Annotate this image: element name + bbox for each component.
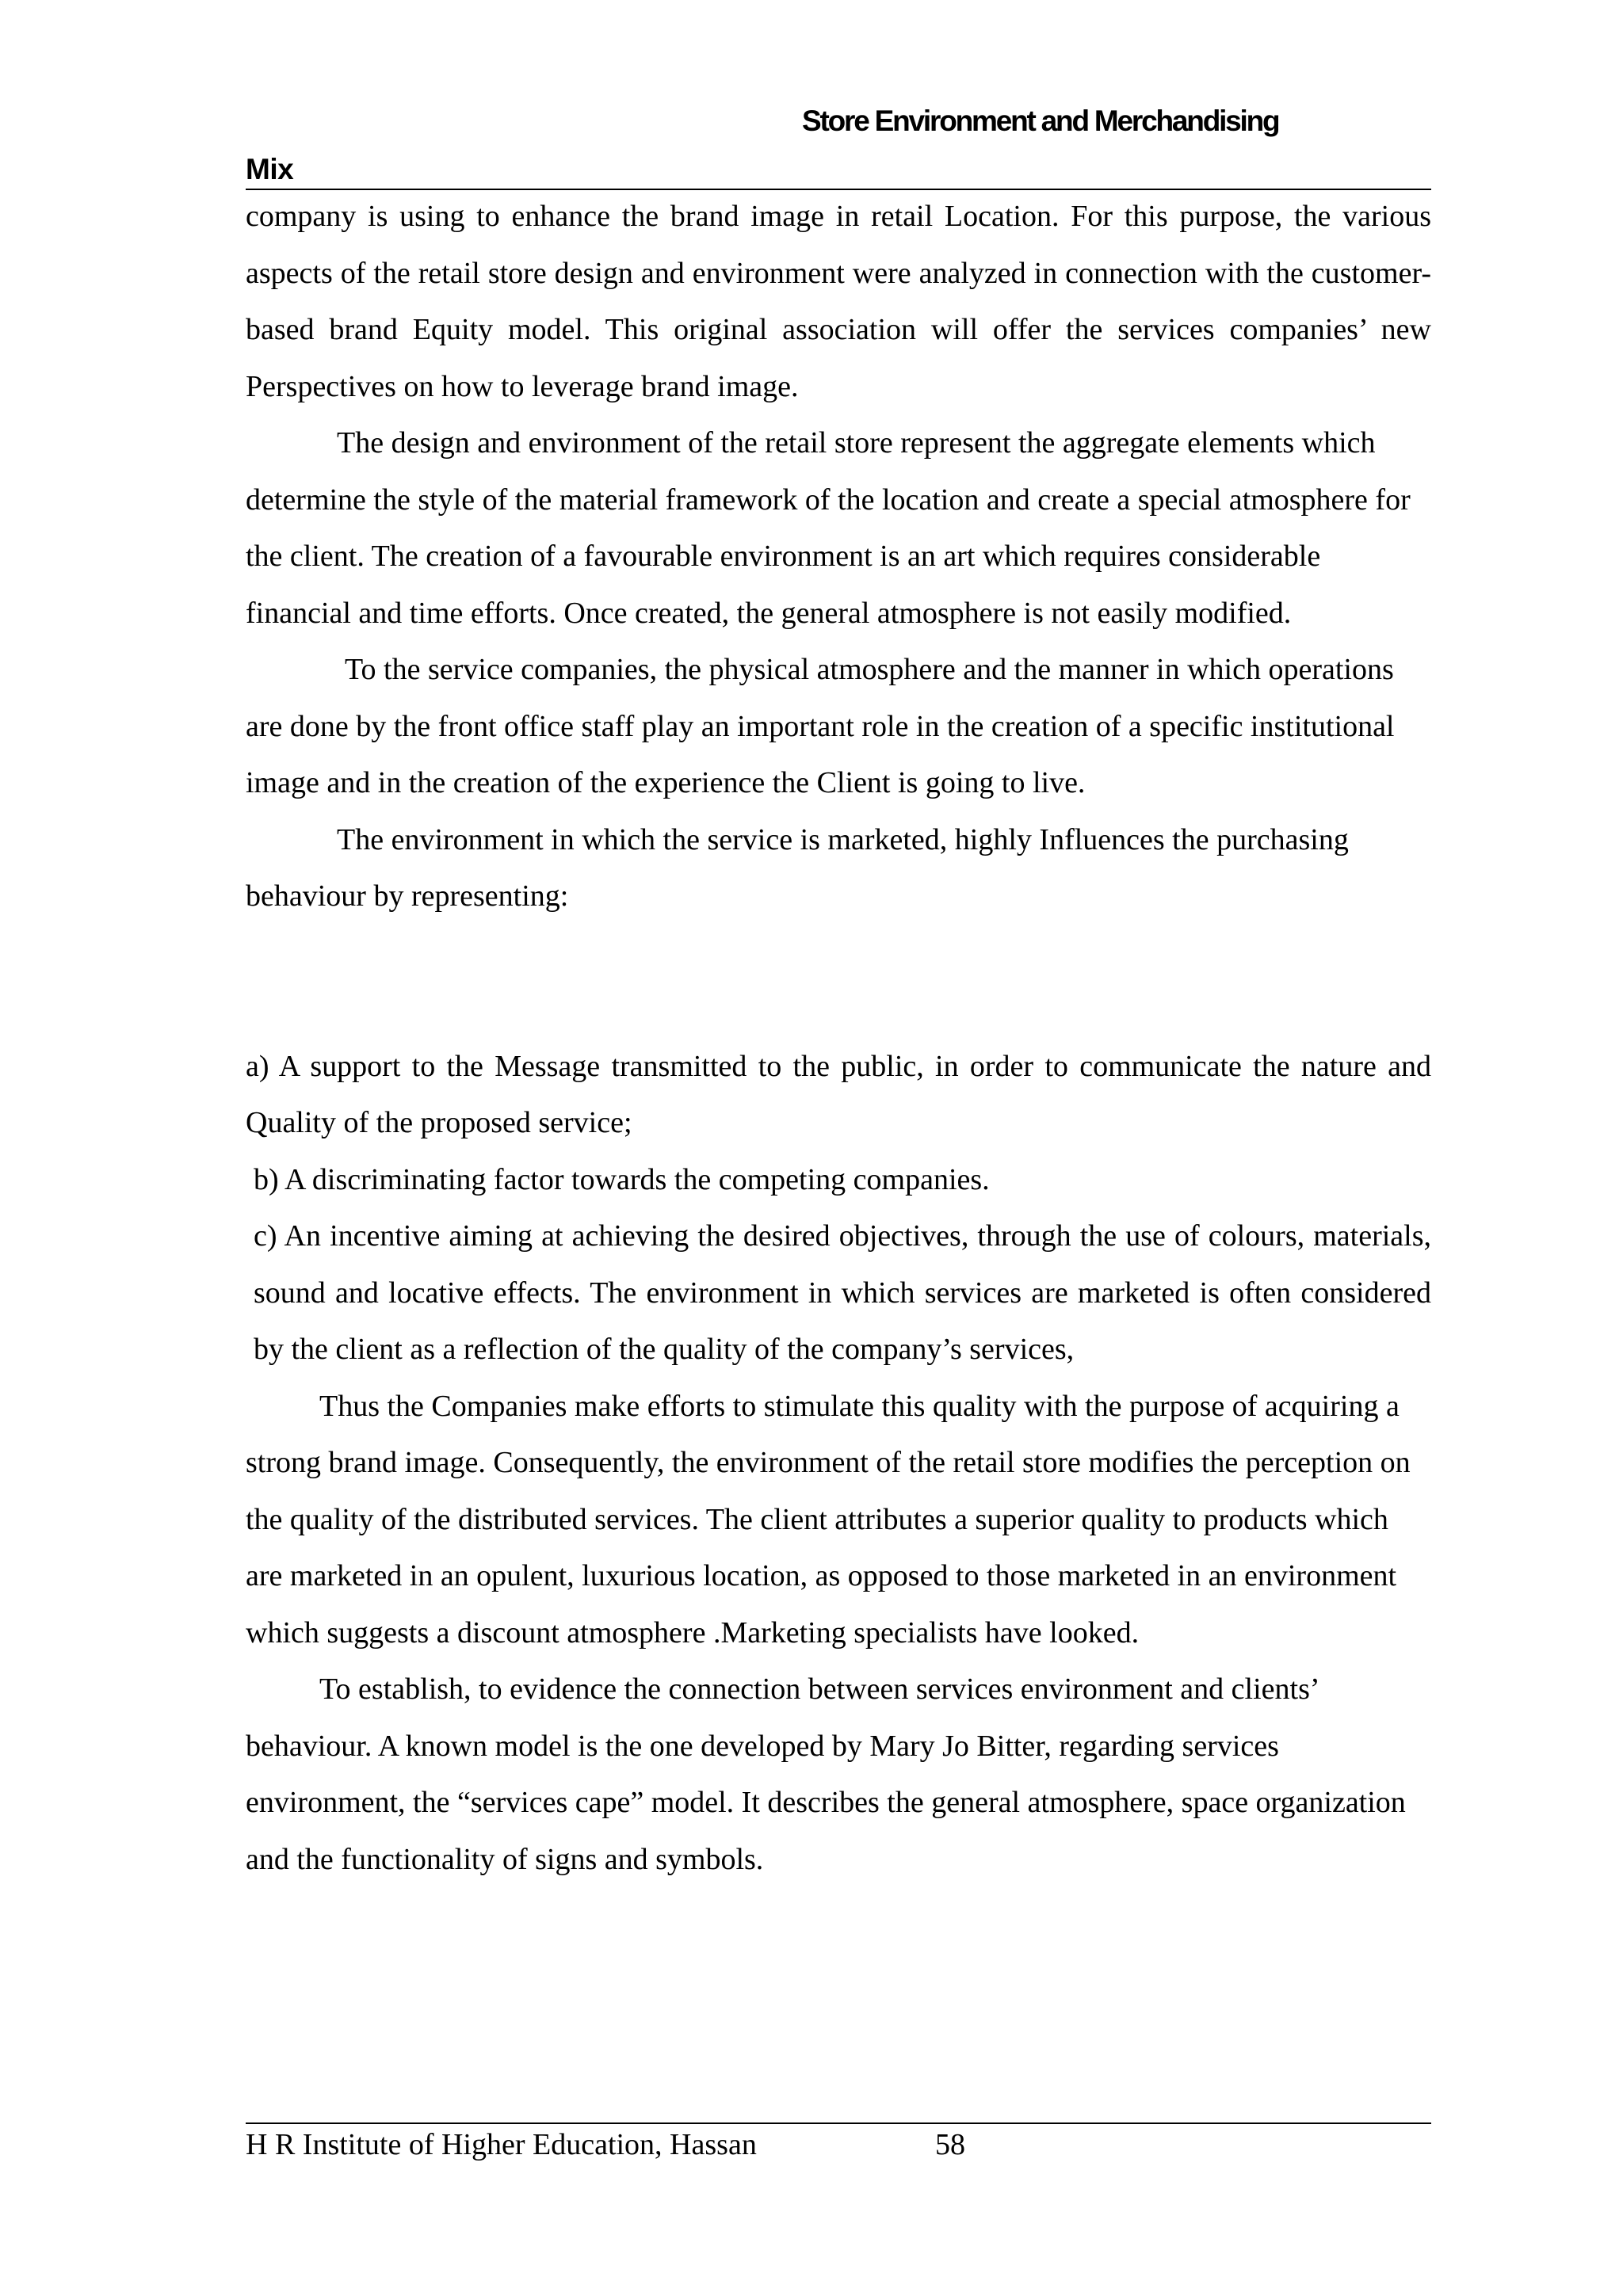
body-text [246, 189, 1431, 1888]
paragraph-intro-continuation: company is using to enhance the brand image in retail Location. For this purpose, the various aspects of the retail store design and environment were analyzed in connection with the customer-based brand Equity model. This original association will offer the services companies’ new Perspectives on how to leverage brand image. [246, 200, 1431, 403]
paragraph-spacer [246, 925, 1431, 1039]
paragraph-brand-image-quality: Thus the Companies make efforts to stimulate this quality with the purpose of acquiring a strong brand image. Consequently, the environment of the retail store modifies the perception on the quality of the distributed services. The client attributes a superior quality to products which are marketed in an opulent, luxurious location, as opposed to those marketed in an environment which suggests a discount atmosphere .Marketing specialists have looked. [246, 1389, 1411, 1650]
list-item-b: b) A discriminating factor towards the competing companies. [254, 1162, 990, 1196]
running-header-title: Store Environment and Merchandising [802, 105, 1279, 137]
list-item-c: c) An incentive aiming at achieving the desired objectives, through the use of colours, materials, sound and locative effects. The environment in which services are marketed is often considered by the client as a reflection of the quality of the company’s services, [254, 1219, 1431, 1366]
paragraph-store-design: The design and environment of the retail store represent the aggregate elements which determine the style of the material framework of the location and create a special atmosphere for the client. The creation of a favourable environment is an art which requires considerable financial and time efforts. Once created, the general atmosphere is not easily modified. [246, 426, 1411, 630]
paragraph-environment-influence: The environment in which the service is marketed, highly Influences the purchasing behaviour by representing: [246, 822, 1349, 913]
paragraph-servicescape-model: To establish, to evidence the connection between services environment and clients’ behaviour. A known model is the one developed by Mary Jo Bitter, regarding services environment, the “services cape” model. It describes the general atmosphere, space organization and the functionality of signs and symbols. [246, 1672, 1406, 1876]
list-item-a: a) A support to the Message transmitted to the public, in order to communicate the nature and Quality of the proposed service; [246, 1049, 1431, 1139]
running-header-continuation: Mix [246, 153, 294, 185]
footer-rule [246, 2122, 1431, 2124]
paragraph-service-companies: To the service companies, the physical atmosphere and the manner in which operations are done by the front office staff play an important role in the creation of a specific institutional image and in the creation of the experience the Client is going to live. [246, 653, 1395, 799]
footer-institution: H R Institute of Higher Education, Hassan [246, 2128, 757, 2161]
page-number: 58 [935, 2128, 965, 2161]
